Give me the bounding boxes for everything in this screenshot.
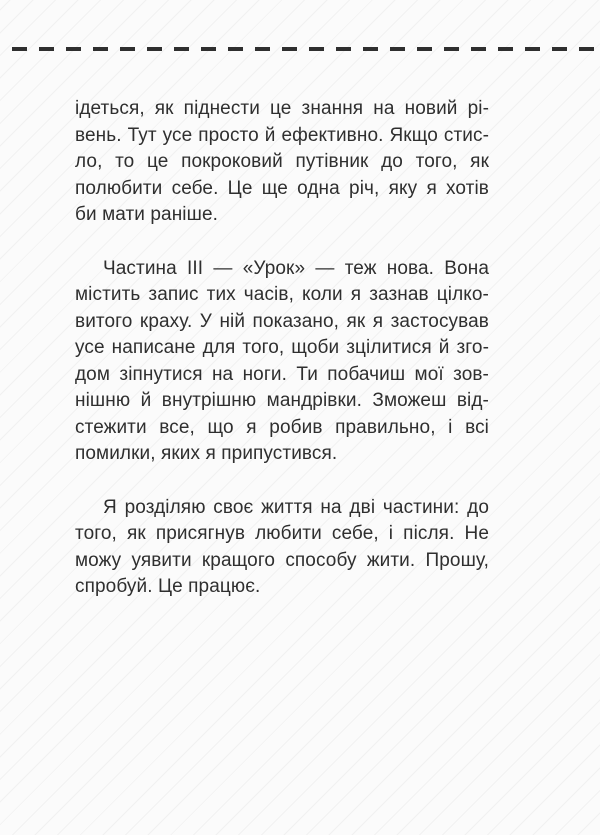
text-line: того, як присягнув любити себе, і після. Не (75, 523, 489, 544)
text-line: містить запис тих часів, коли я зазнав цілко- (75, 284, 489, 305)
dashed-divider (12, 47, 600, 51)
text-line: витого краху. У ній показано, як я застосував (75, 310, 489, 332)
text-line: ідеться, як піднести це знання на новий рі- (75, 98, 489, 119)
paragraph-3 (75, 495, 489, 601)
text-line: Я розділяю своє життя на дві частини: до (103, 496, 489, 518)
text-line: усе написане для того, щоби зцілитися й зго- (75, 337, 489, 358)
paragraph-1 (75, 96, 489, 229)
text-line: нішню й внутрішню мандрівки. Зможеш від- (75, 390, 489, 411)
text-line: вень. Тут усе просто й ефективно. Якщо стис- (75, 124, 489, 146)
text-line: спробуй. Це працює. (75, 576, 261, 597)
text-line: можу уявити кращого способу жити. Прошу, (75, 549, 489, 571)
text-line: полюбити себе. Це ще одна річ, яку я хотів (75, 177, 489, 199)
text-line: Частина III — «Урок» — теж нова. Вона (103, 257, 489, 279)
text-line: би мати раніше. (75, 204, 219, 225)
text-line: стежити все, що я робив правильно, і всі (75, 416, 489, 438)
body-text (75, 96, 489, 601)
paragraph-2 (75, 256, 489, 468)
text-line: помилки, яких я припустився. (75, 443, 338, 464)
text-line: ло, то це покроковий путівник до того, як (75, 151, 489, 172)
text-line: дом зіпнутися на ноги. Ти побачиш мої зов- (75, 363, 489, 385)
